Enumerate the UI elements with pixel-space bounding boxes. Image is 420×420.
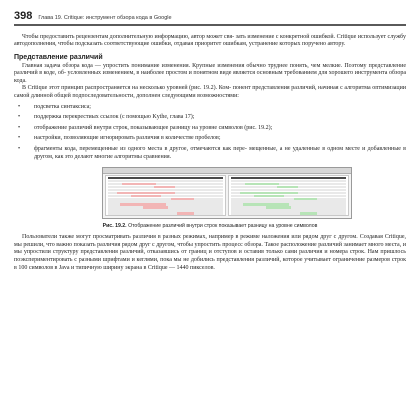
bullet-marker-icon: • [18, 135, 21, 142]
bullet-text: подсветка синтаксиса; [34, 103, 91, 110]
section-heading: Представление различий [14, 53, 103, 61]
bullet-text: поддержка перекрестиых ссылок (с помощью Kythe, глава 17); [34, 114, 195, 121]
bullet-item [14, 104, 406, 112]
diff-pane-left [105, 175, 226, 216]
caption-label: Рис. 19.2. [102, 223, 127, 230]
diff-panes [105, 175, 349, 216]
bullet-list [14, 104, 406, 162]
bullet-marker-icon: • [18, 146, 21, 153]
caption-text: Отображение различий внутри строк показывает разницу на уровне символов [128, 223, 318, 230]
bullet-marker-icon: • [18, 114, 21, 121]
page-number: 398 [14, 10, 33, 22]
bullet-text: фрагменты кода, перемещенные из одного места в другое, отмечаются как пере- мещенные, а не удаленные в одном месте и добавленные в другом, как это делают многие алгоритмы сравнения. [34, 146, 406, 160]
diff-row [231, 215, 346, 216]
bullet-item [14, 135, 406, 143]
chapter-title: Глава 19. Critique: инструмент обзора кода в Google [38, 15, 172, 21]
figure-screenshot [102, 167, 352, 219]
bullet-item [14, 125, 406, 133]
bullet-marker-icon: • [18, 103, 21, 110]
bullet-text: настройки, позволяющие игнорировать различия в количестве пробелов; [34, 135, 221, 142]
bullet-item [14, 146, 406, 161]
bullet-text: отображение различий внутри строк, показывающее разницу на уровне символов (рис. 19.2); [34, 124, 273, 131]
paragraph-view-modes: Пользователи также могут просматривать различия в разных режимах, например в режиме наложения или рядом друг с другом. Создавая Critique, мы решили, что важно показать различия рядом друг с другом, чтобы упростить процесс обзора. Такое расположение различий занимает много места, и мы упростили структуру представления различий, отказавшись от границ и отступов и оставив только сами различия и номера строк. Нам пришлось поэкспериментировать с разными шрифтами и кеглями, пока мы не добились представления различий, которое учитывает ограничение размеров строк в 100 символов в Java и типичную ширину экрана в Critique — 1440 пикселов. [14, 234, 406, 271]
page-header [14, 10, 406, 22]
diff-toolbar [103, 168, 351, 174]
header-rule [14, 24, 406, 26]
figure-caption [14, 223, 406, 229]
diff-row [108, 215, 223, 216]
paragraph-main-task: Главная задача обзора кода — упростить понимание изменения. Крупные изменения обычно труднее понять, чем мелкие. Поэтому представление различий в коде, об- условленных изменением, в наиболее простом и понятном виде является основным требованием для хорошего инструмента обзора кода. [14, 62, 406, 84]
diff-highlight-added [252, 215, 292, 216]
diff-highlight-removed [129, 215, 169, 216]
bullet-item [14, 114, 406, 122]
bullet-marker-icon: • [18, 124, 21, 131]
diff-pane-right [228, 175, 349, 216]
paragraph-intro: Чтобы предоставить рецензентам дополнительную информацию, автор может свя- зать изменение с конкретной ошибкой. Critique использует службу автодополнения, чтобы подсказать соответствующие ошибки, отдавая приоритет ошибкам, устранение которых поручено автору. [14, 33, 406, 48]
paragraph-levels: В Critique этот принцип распространяется на несколько уровней (рис. 19.2). Ком- понент представления различий, начиная с алгоритма оптимизации самой длинной общей подпоследовательности, дополнен следующими возможностями: [14, 85, 406, 100]
